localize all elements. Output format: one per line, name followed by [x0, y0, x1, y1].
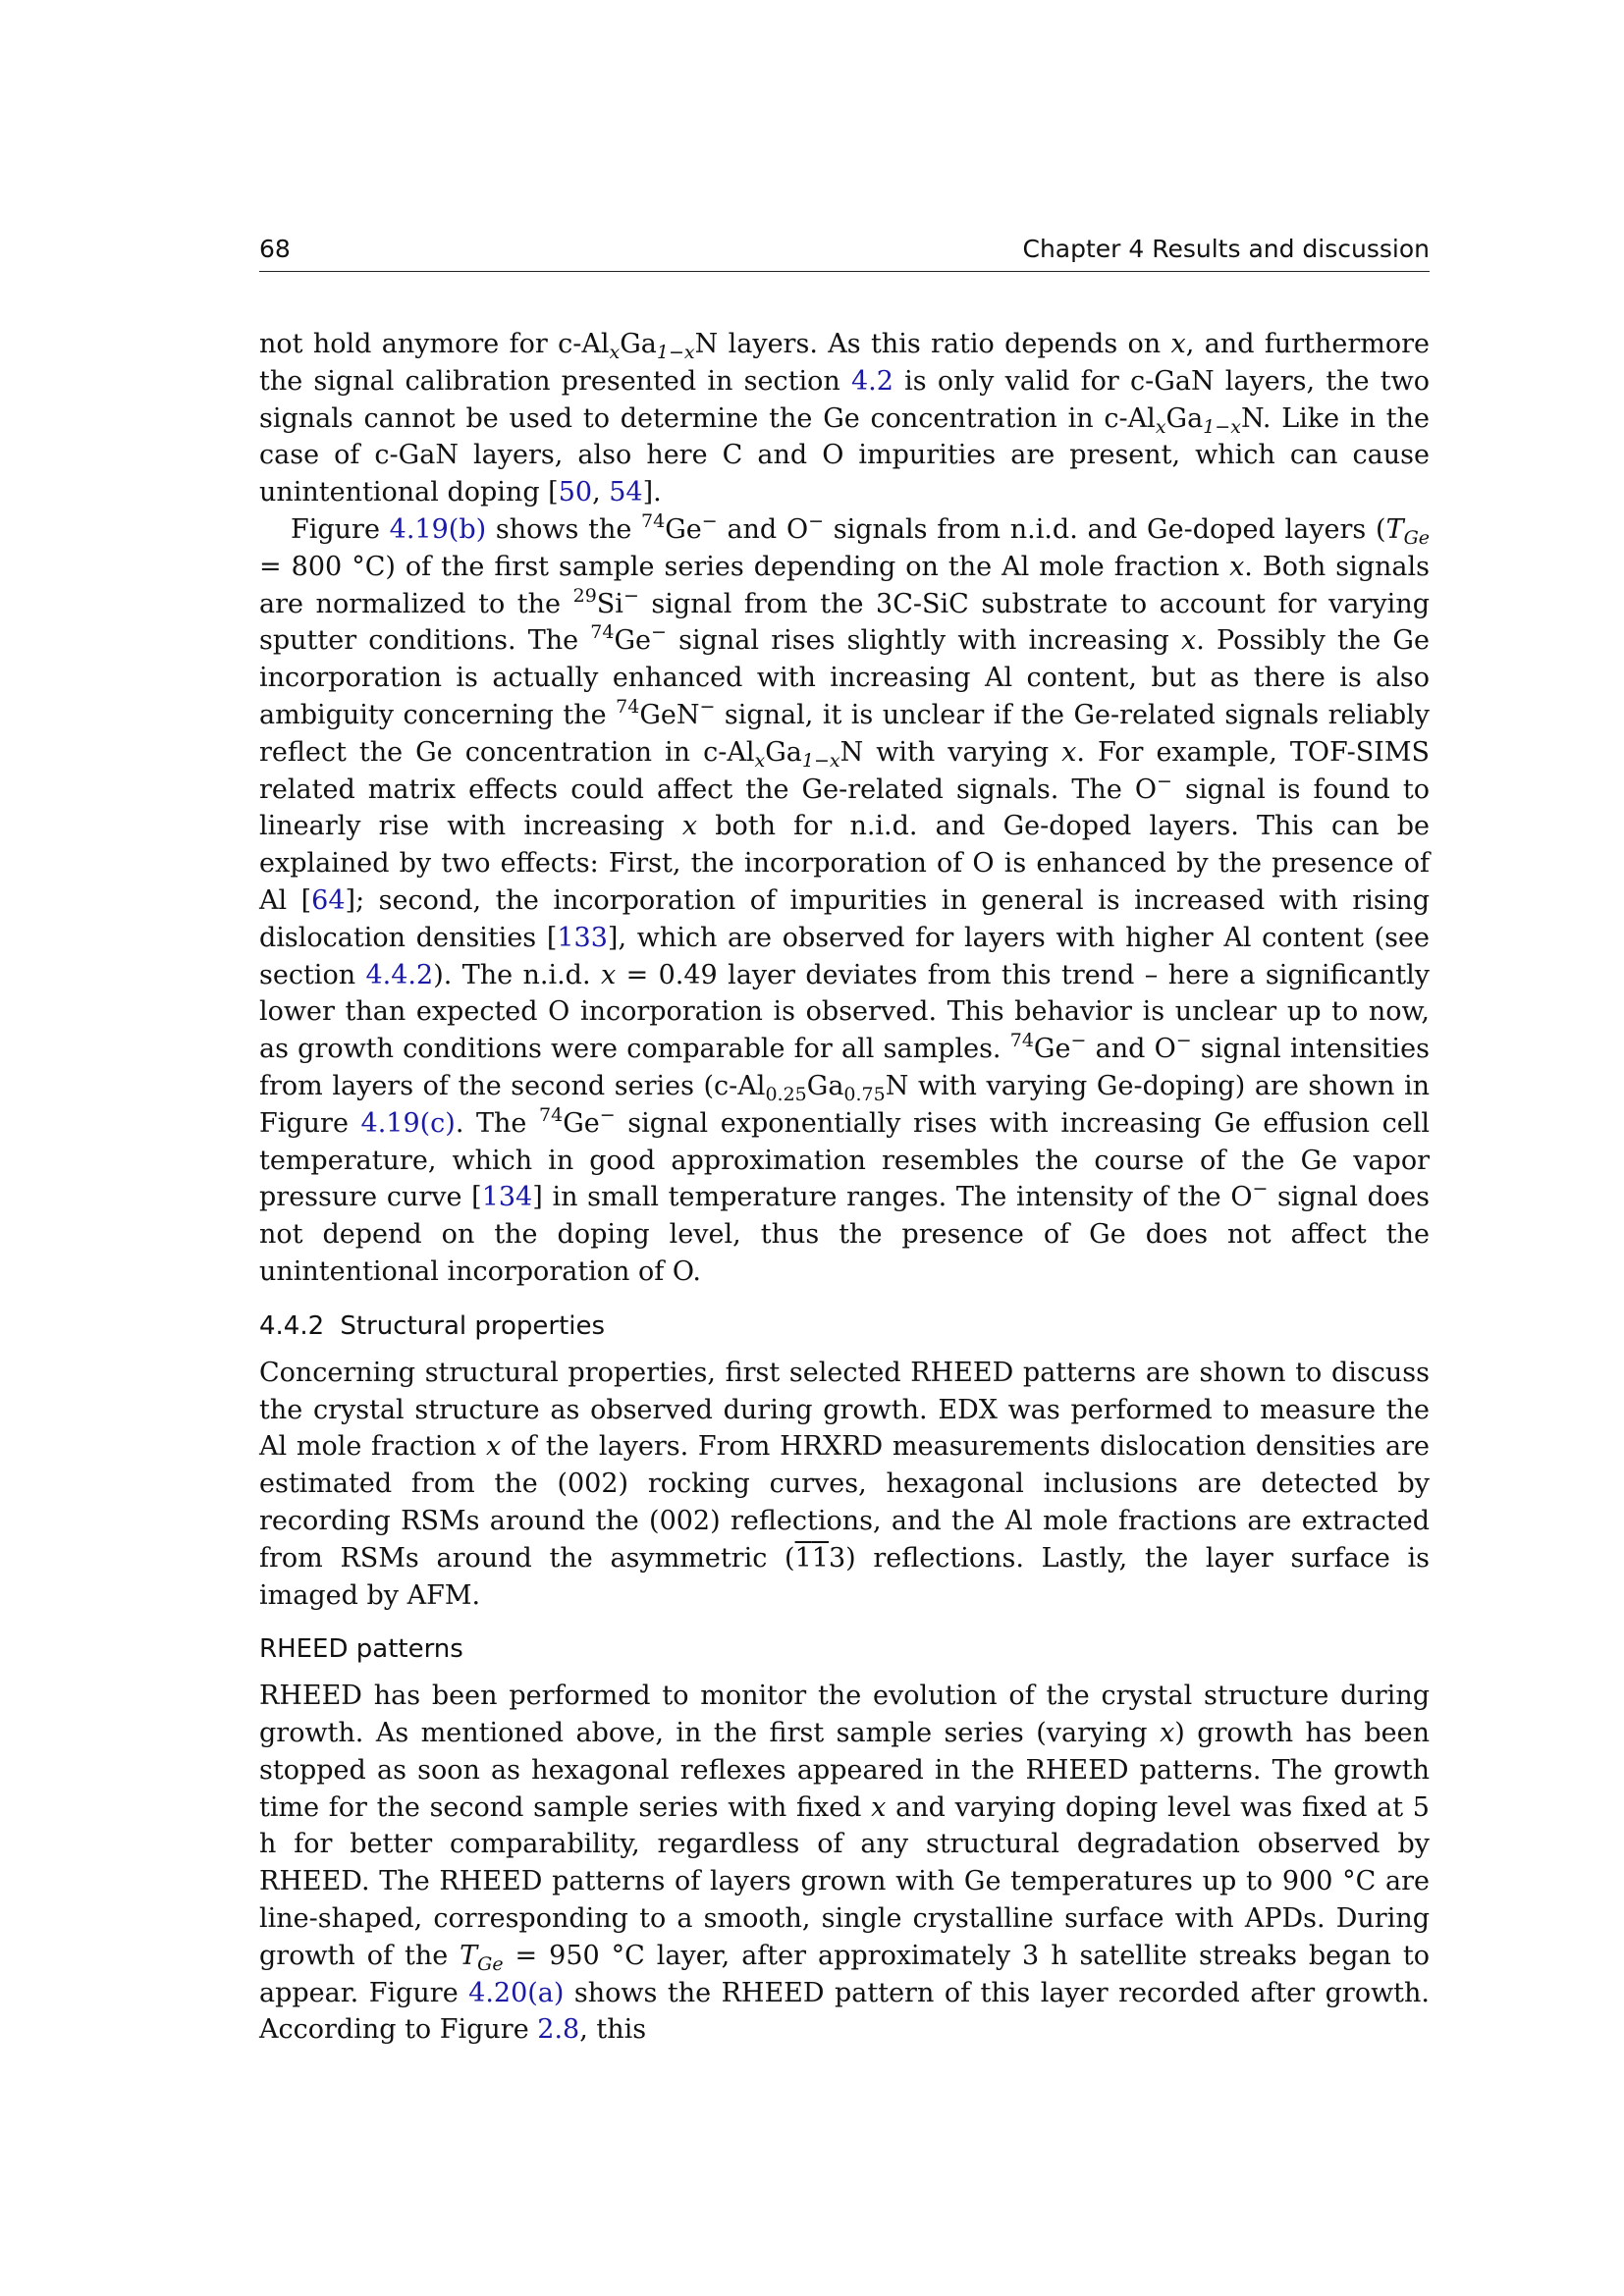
paragraph-4: RHEED has been performed to monitor the evolution of the crystal structure during growth. As mentioned above, in the first sample series (varying x) growth has been stopped as soon as hexagonal reflexes appeared in the RHEED patterns. The growth time for the second sample series with fixed x and varying doping level was fixed at 5 h for better comparability, regardless of any structural degradation observed by RHEED. The RHEED patterns of layers grown with Ge temperatures up to 900 °C are line-shaped, corresponding to a smooth, single crystalline surface with APDs. During growth of the $T_{Ge} = 950$ °C layer, after approximately 3 h satellite streaks began to appear. Figure 4.20(a) shows the RHEED pattern of this layer recorded after growth. According to Figure 2.8, this	[259, 1681, 1431, 2046]
chapter-title: Chapter 4 Results and discussion	[1022, 235, 1430, 263]
citation-134[interactable]: 134	[481, 1182, 533, 1213]
paragraph-1: not hold anymore for $c-Al_xGa_{1-x}N$ layers. As this ratio depends on x, and furthermore the signal calibration presented in section 4.2 is only valid for c-GaN layers, the two signals cannot be used to determine the Ge concentration in $c-Al_xGa_{1-x}N$. Like in the case of c-GaN layers, also here C and O impurities are present, which can cause unintentional doping [50, 54].	[259, 329, 1430, 508]
section-heading	[259, 1308, 1430, 1345]
running-head	[259, 232, 1430, 272]
citation-64[interactable]: 64	[311, 884, 346, 916]
ref-figure-4-19c[interactable]: 4.19(c)	[360, 1107, 456, 1139]
ref-section-4-4-2[interactable]: 4.4.2	[365, 959, 434, 990]
ref-figure-2-8[interactable]: 2.8	[537, 2014, 580, 2046]
ref-section-4-2[interactable]: 4.2	[850, 365, 893, 397]
citation-54[interactable]: 54	[609, 477, 643, 508]
paragraph-heading: RHEED patterns	[259, 1634, 463, 1665]
paragraph-2: Figure 4.19(b) shows the $^{74}$Ge− and O− signals from n.i.d. and Ge-doped layers ($T_{Ge} = 800$ °C) of the first sample series depending on the Al mole fraction x. Both signals are normalized to the $^{29}$Si− signal from the 3C-SiC substrate to account for varying sputter conditions. The $^{74}$Ge− signal rises slightly with increasing x. Possibly the Ge incorporation is actually enhanced with increasing Al content, but as there is also ambiguity concerning the $^{74}$GeN− signal, it is unclear if the Ge-related signals reliably reflect the Ge concentration in $c-Al_xGa_{1-x}N$ with varying x. For example, TOF-SIMS related matrix effects could affect the Ge-related signals. The O− signal is found to linearly rise with increasing x both for n.i.d. and Ge-doped layers. This can be explained by two effects: First, the incorporation of O is enhanced by the presence of Al [64]; second, the incorporation of impurities in general is increased with rising dislocation densities [133], which are observed for layers with higher Al content (see section 4.4.2). The n.i.d. x = 0.49 layer deviates from this trend – here a significantly lower than expected O incorporation is observed. This behavior is unclear up to now, as growth conditions were comparable for all samples. $^{74}$Ge− and O− signal intensities from layers of the second series ($c-Al_{0.25}Ga_{0.75}N$ with varying Ge-doping) are shown in Figure 4.19(c). The $^{74}$Ge− signal exponentially rises with increasing Ge effusion cell temperature, which in good approximation resembles the course of the Ge vapor pressure curve [134] in small temperature ranges. The intensity of the O− signal does not depend on the doping level, thus the presence of Ge does not affect the unintentional incorporation of O.	[259, 509, 1431, 1287]
section-title: Structural properties	[340, 1310, 606, 1341]
paragraph-3: Concerning structural properties, first selected RHEED patterns are shown to discuss the crystal structure as observed during growth. EDX was performed to measure the Al mole fraction x of the layers. From HRXRD measurements dislocation densities are estimated from the (002) rocking curves, hexagonal inclusions are detected by recording RSMs around the (002) reflections, and the Al mole fractions are extracted from RSMs around the asymmetric (113) reflections. Lastly, the layer surface is imaged by AFM.	[259, 1357, 1431, 1611]
section-number: 4.4.2	[259, 1310, 325, 1341]
body-text	[259, 326, 1430, 2049]
ref-figure-4-20a[interactable]: 4.20(a)	[468, 1977, 565, 2008]
page-number: 68	[259, 235, 291, 263]
ref-figure-4-19b[interactable]: 4.19(b)	[389, 513, 487, 545]
citation-50[interactable]: 50	[558, 477, 593, 508]
citation-133[interactable]: 133	[557, 922, 608, 953]
